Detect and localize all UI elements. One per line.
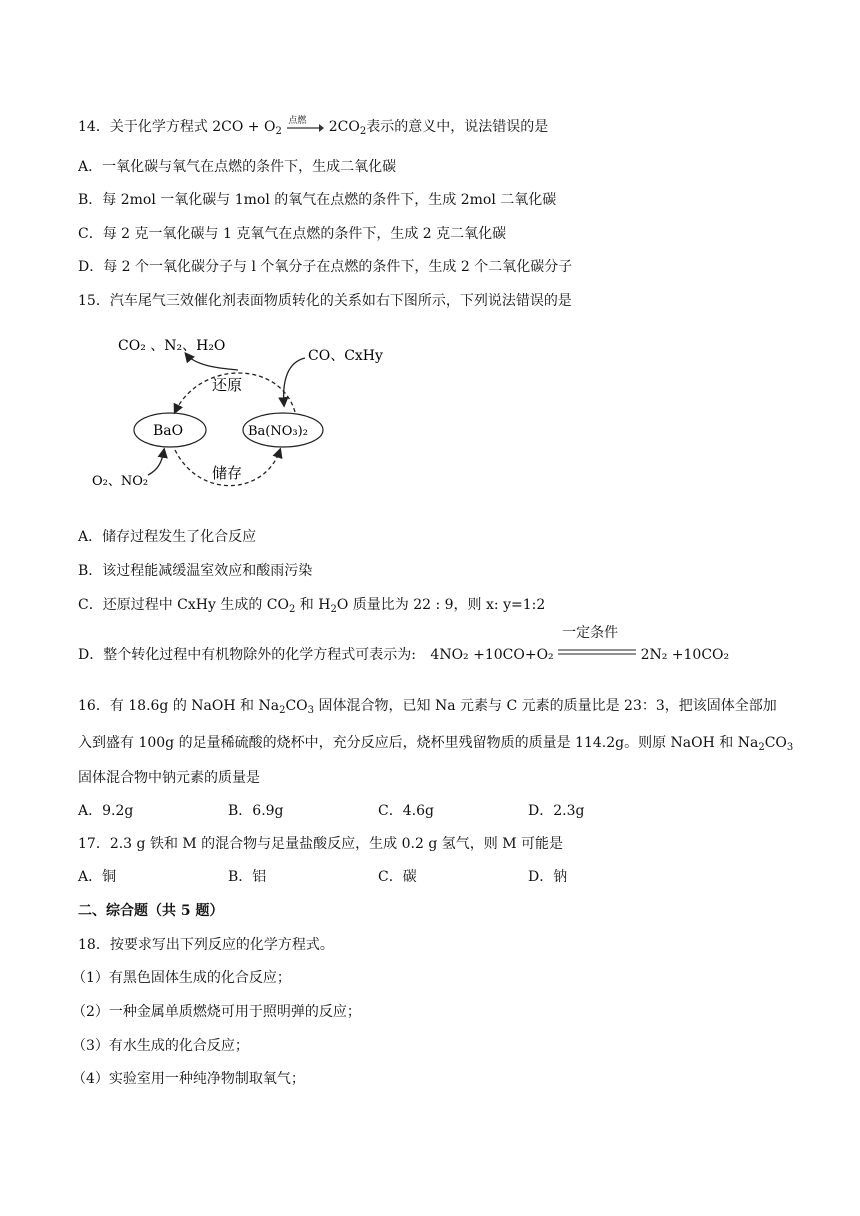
q17-options bbox=[78, 867, 778, 887]
q14-option-c: C．每 2 克一氧化碳与 1 克氧气在点燃的条件下，生成 2 克二氧化碳 bbox=[78, 226, 507, 242]
q15-stem: 15．汽车尾气三效催化剂表面物质转化的关系如右下图所示，下列说法错误的是 bbox=[78, 293, 572, 309]
q16-option-c: C．4.6g bbox=[378, 803, 434, 819]
q17-option-b: B．铝 bbox=[228, 869, 267, 885]
bao-label: BaO bbox=[153, 423, 184, 439]
top-products-label: CO₂ 、N₂、H₂O bbox=[118, 338, 226, 354]
store-label: 储存 bbox=[212, 464, 243, 482]
q15-option-b: B．该过程能减缓温室效应和酸雨污染 bbox=[78, 563, 313, 579]
reactants-right-label: CO、CxHy bbox=[308, 348, 383, 364]
oxidant-arrow bbox=[148, 450, 164, 475]
q16-options bbox=[78, 801, 778, 821]
section-heading: 二、综合题（共 5 题） bbox=[78, 903, 224, 919]
q17-option-c: C．碳 bbox=[378, 869, 417, 885]
q16-stem-line1: 16．有 18.6g 的 NaOH 和 $Na_2CO_3$ 固体混合物，已知 Na 元素与 C 元素的质量比是 23：3，把该固体全部加 bbox=[78, 698, 777, 716]
q14-option-d: D．每 2 个一氧化碳分子与 l 个氧分子在点燃的条件下，生成 2 个二氧化碳分子 bbox=[78, 259, 573, 275]
q14-option-b: B．每 2mol 一氧化碳与 1mol 的氧气在点燃的条件下，生成 2mol 二氧化碳 bbox=[78, 192, 557, 208]
q18-stem: 18．按要求写出下列反应的化学方程式。 bbox=[78, 937, 334, 953]
q15-equation: 4NO₂ +10CO+O₂ 一定条件 2N₂ +10CO₂ bbox=[430, 625, 730, 663]
reductant-arrow bbox=[284, 358, 305, 405]
reactants-left-label: O₂、NO₂ bbox=[92, 474, 149, 489]
q15-option-d: D．整个转化过程中有机物除外的化学方程式可表示为: 4NO₂ +10CO+O₂ 一定条件 2N₂ +10CO₂ bbox=[78, 625, 730, 663]
q16-option-a: A．9.2g bbox=[78, 803, 134, 819]
q15-option-a: A．储存过程发生了化合反应 bbox=[78, 529, 257, 545]
catalyst-cycle-diagram bbox=[90, 330, 400, 495]
banitrate-label: Ba(NO₃)₂ bbox=[248, 424, 308, 439]
q18-item-2: （2）一种金属单质燃烧可用于照明弹的反应； bbox=[72, 1004, 361, 1020]
reduce-label: 还原 bbox=[212, 376, 243, 394]
q16-option-d: D．2.3g bbox=[528, 803, 585, 819]
q18-item-3: （3）有水生成的化合反应； bbox=[72, 1038, 249, 1054]
equals-condition-icon: 一定条件 bbox=[562, 625, 619, 641]
q17-option-d: D．钠 bbox=[528, 869, 568, 885]
q17-stem: 17．2.3 g 铁和 M 的混合物与足量盐酸反应，生成 0.2 g 氢气，则 M 可能是 bbox=[78, 836, 563, 852]
q18-item-4: （4）实验室用一种纯净物制取氧气； bbox=[72, 1071, 305, 1087]
products-arrow bbox=[186, 354, 238, 370]
q15-option-c: C．还原过程中 CxHy 生成的 $CO_2$ 和 $H_2O$ 质量比为 22 : 9，则 x: y=1:2 bbox=[78, 597, 546, 615]
q16-option-b: B．6.9g bbox=[228, 803, 284, 819]
q16-stem-line3: 固体混合物中钠元素的质量是 bbox=[78, 770, 260, 786]
q18-item-1: （1）有黑色固体生成的化合反应； bbox=[72, 970, 291, 986]
q17-option-a: A．铜 bbox=[78, 869, 117, 885]
q14-option-a: A．一氧化碳与氧气在点燃的条件下，生成二氧化碳 bbox=[78, 159, 397, 175]
reaction-arrow-icon: 点燃 bbox=[286, 119, 324, 133]
q14-stem: 14．关于化学方程式 $2CO + O_2$ 点燃 $2CO_2$表示的意义中，说法错误的是 bbox=[78, 116, 549, 137]
q16-stem-line2: 入到盛有 100g 的足量稀硫酸的烧杯中，充分反应后，烧杯里残留物质的质量是 114.2g。则原 NaOH 和 $Na_2CO_3$ bbox=[78, 735, 794, 753]
